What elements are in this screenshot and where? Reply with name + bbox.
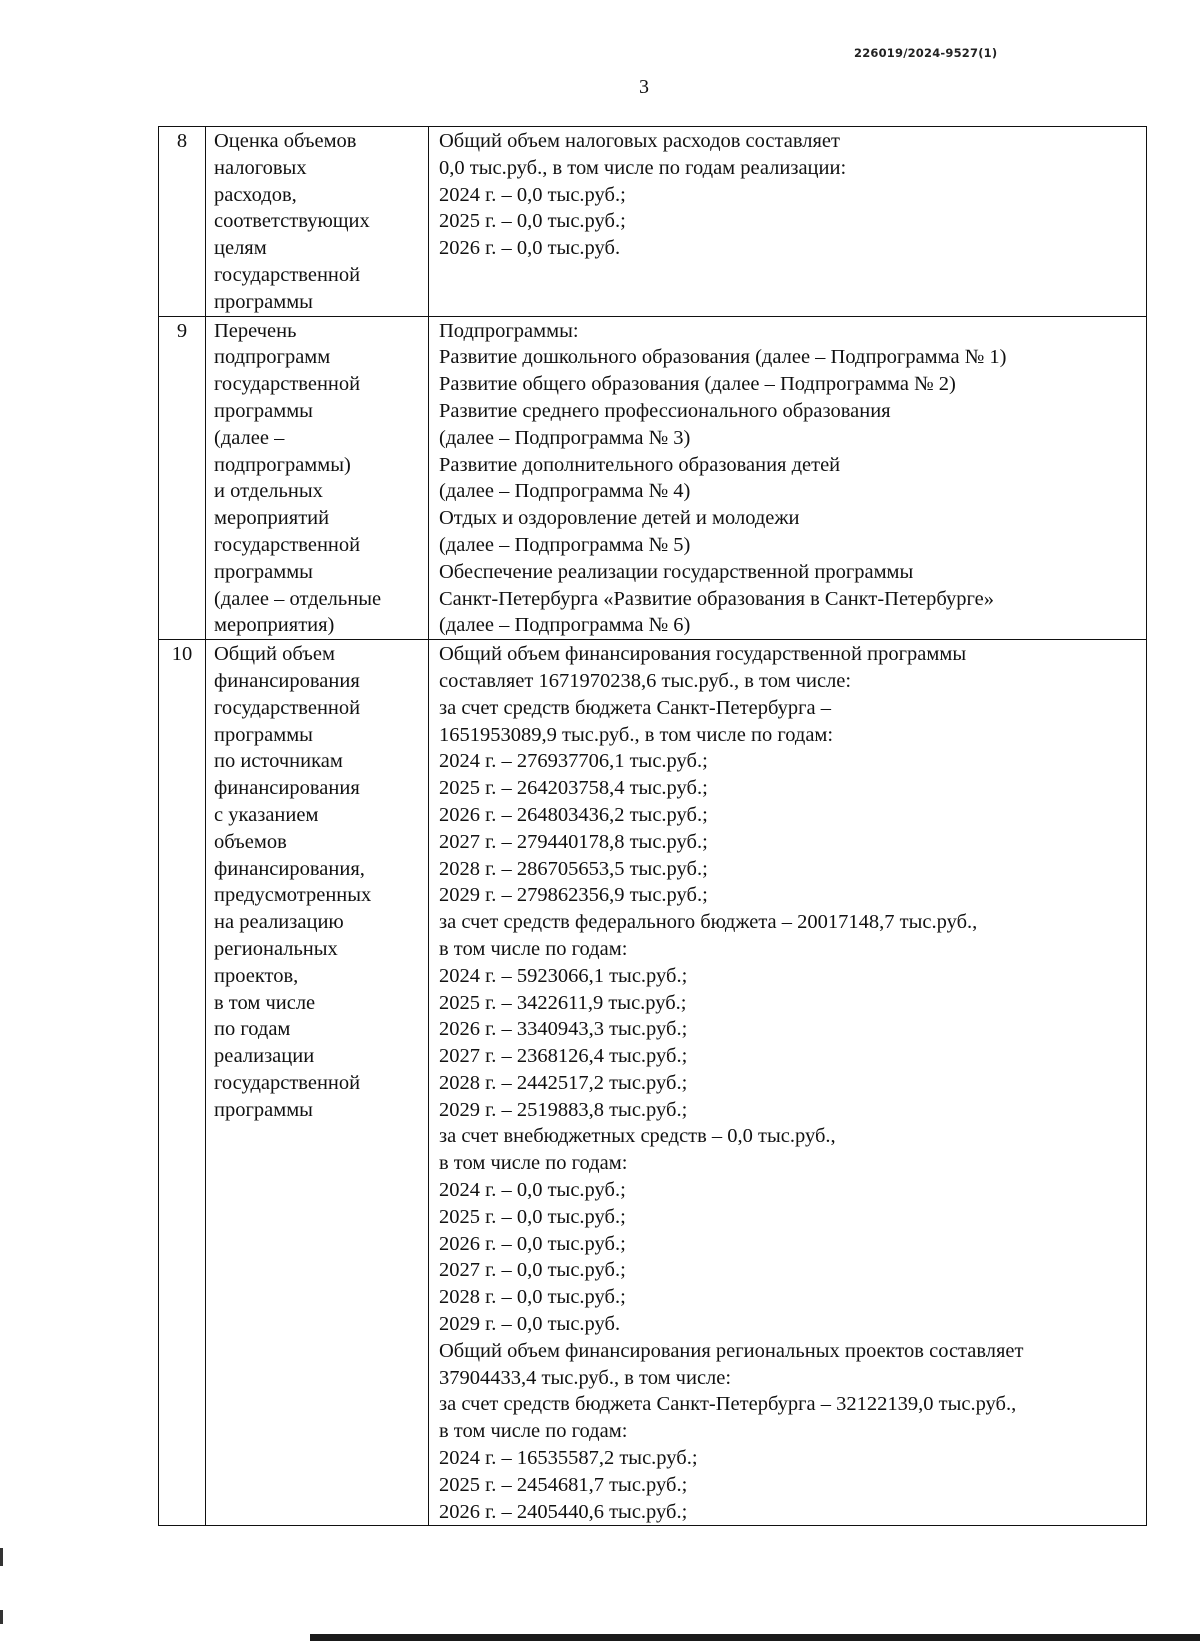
- row-title-line: расходов,: [214, 183, 297, 206]
- row-content-line: 2029 г. – 0,0 тыс.руб.: [439, 1313, 621, 1336]
- row-content-line: Развитие среднего профессионального образования: [439, 399, 891, 422]
- row-content-line: Отдых и оздоровление детей и молодежи: [439, 507, 800, 530]
- row-title-line: на реализацию: [214, 911, 344, 934]
- row-content-line: Развитие дополнительного образования детей: [439, 453, 841, 476]
- document-id: 226019/2024-9527(1): [854, 46, 998, 60]
- row-title-line: программы: [214, 290, 313, 313]
- row-content-line: за счет внебюджетных средств – 0,0 тыс.руб.,: [439, 1125, 836, 1148]
- row-content-line: в том числе по годам:: [439, 937, 628, 960]
- row-content-line: Развитие общего образования (далее – Подпрограмма № 2): [439, 373, 956, 396]
- row-title-line: Перечень: [214, 319, 297, 342]
- row-content-line: 2028 г. – 286705653,5 тыс.руб.;: [439, 857, 708, 880]
- row-content-line: 2024 г. – 276937706,1 тыс.руб.;: [439, 750, 708, 773]
- row-content-line: 2025 г. – 0,0 тыс.руб.;: [439, 210, 626, 233]
- row-content-line: за счет средств федерального бюджета – 20017148,7 тыс.руб.,: [439, 911, 978, 934]
- row-title-line: Общий объем: [214, 643, 335, 666]
- row-content-line: 2025 г. – 2454681,7 тыс.руб.;: [439, 1473, 688, 1496]
- row-content-line: Подпрограммы:: [439, 319, 579, 342]
- row-content-line: Общий объем налоговых расходов составляет: [439, 130, 840, 152]
- row-title-line: подпрограммы): [214, 453, 351, 476]
- row-content-line: 2029 г. – 279862356,9 тыс.руб.;: [439, 884, 708, 907]
- row-content-line: 2026 г. – 0,0 тыс.руб.: [439, 237, 621, 260]
- row-content-line: Санкт-Петербурга «Развитие образования в Санкт-Петербурге»: [439, 587, 994, 610]
- row-content-line: 0,0 тыс.руб., в том числе по годам реализации:: [439, 156, 847, 179]
- table-row: [159, 127, 1147, 317]
- row-title-line: предусмотренных: [214, 884, 372, 907]
- row-content-line: 2026 г. – 2405440,6 тыс.руб.;: [439, 1500, 688, 1523]
- row-content-line: 2027 г. – 0,0 тыс.руб.;: [439, 1259, 626, 1282]
- row-number: 8: [159, 127, 206, 317]
- row-title-line: финансирования: [214, 669, 360, 692]
- row-number: 10: [159, 640, 206, 1526]
- row-title-line: программы: [214, 560, 313, 583]
- row-content-line: составляет 1671970238,6 тыс.руб., в том числе:: [439, 669, 852, 692]
- row-title: [206, 316, 429, 640]
- row-title-line: подпрограмм: [214, 346, 331, 369]
- row-content-line: 2024 г. – 0,0 тыс.руб.;: [439, 183, 626, 206]
- row-content: [429, 640, 1147, 1526]
- row-content-line: 2025 г. – 0,0 тыс.руб.;: [439, 1205, 626, 1228]
- row-content-line: 37904433,4 тыс.руб., в том числе:: [439, 1366, 732, 1389]
- row-title-line: в том числе: [214, 991, 316, 1014]
- row-content: [429, 316, 1147, 640]
- row-title-line: и отдельных: [214, 480, 323, 503]
- row-title-line: финансирования: [214, 777, 360, 800]
- row-title-line: (далее – отдельные: [214, 587, 382, 610]
- row-content-line: 2024 г. – 16535587,2 тыс.руб.;: [439, 1447, 698, 1470]
- scan-bottom-border: [310, 1634, 1200, 1641]
- program-passport-table: [158, 126, 1147, 1526]
- row-title: [206, 127, 429, 317]
- row-title-line: государственной: [214, 1071, 361, 1094]
- row-title-line: Оценка объемов: [214, 130, 357, 152]
- row-title-line: мероприятий: [214, 507, 330, 530]
- row-content-line: Общий объем финансирования региональных проектов составляет: [439, 1339, 1024, 1362]
- row-content-line: 2026 г. – 264803436,2 тыс.руб.;: [439, 803, 708, 826]
- row-content-line: 2024 г. – 5923066,1 тыс.руб.;: [439, 964, 688, 987]
- row-title: [206, 640, 429, 1526]
- row-content-line: (далее – Подпрограмма № 6): [439, 614, 691, 637]
- row-content-line: 2025 г. – 264203758,4 тыс.руб.;: [439, 777, 708, 800]
- row-content-line: за счет средств бюджета Санкт-Петербурга – 32122139,0 тыс.руб.,: [439, 1393, 1017, 1416]
- row-title-line: (далее –: [214, 426, 285, 449]
- row-content-line: 2028 г. – 0,0 тыс.руб.;: [439, 1286, 626, 1309]
- row-content-line: в том числе по годам:: [439, 1420, 628, 1443]
- page-number: 3: [639, 76, 649, 98]
- row-title-line: целям: [214, 237, 267, 260]
- row-title-line: соответствующих: [214, 210, 370, 233]
- row-title-line: объемов: [214, 830, 287, 853]
- row-title-line: с указанием: [214, 803, 319, 826]
- row-content-line: 2027 г. – 279440178,8 тыс.руб.;: [439, 830, 708, 853]
- row-title-line: финансирования,: [214, 857, 365, 880]
- row-content-line: 2029 г. – 2519883,8 тыс.руб.;: [439, 1098, 688, 1121]
- table-row: [159, 640, 1147, 1526]
- row-content-line: 2027 г. – 2368126,4 тыс.руб.;: [439, 1045, 688, 1068]
- table-row: [159, 316, 1147, 640]
- row-title-line: государственной: [214, 373, 361, 396]
- row-title-line: проектов,: [214, 964, 299, 987]
- row-title-line: реализации: [214, 1045, 315, 1068]
- row-content-line: 2025 г. – 3422611,9 тыс.руб.;: [439, 991, 687, 1014]
- row-content-line: (далее – Подпрограмма № 3): [439, 426, 691, 449]
- row-content-line: 1651953089,9 тыс.руб., в том числе по годам:: [439, 723, 834, 746]
- row-content-line: в том числе по годам:: [439, 1152, 628, 1175]
- row-title-line: государственной: [214, 263, 361, 286]
- row-content: [429, 127, 1147, 317]
- row-title-line: налоговых: [214, 156, 307, 179]
- row-content-line: (далее – Подпрограмма № 4): [439, 480, 691, 503]
- row-title-line: государственной: [214, 533, 361, 556]
- row-content-line: (далее – Подпрограмма № 5): [439, 533, 691, 556]
- scan-edge-mark: [0, 1610, 3, 1624]
- row-title-line: мероприятия): [214, 614, 335, 637]
- row-content-line: 2024 г. – 0,0 тыс.руб.;: [439, 1179, 626, 1202]
- row-title-line: программы: [214, 723, 313, 746]
- row-title-line: региональных: [214, 937, 338, 960]
- row-content-line: 2028 г. – 2442517,2 тыс.руб.;: [439, 1071, 688, 1094]
- row-content-line: 2026 г. – 0,0 тыс.руб.;: [439, 1232, 626, 1255]
- row-content-line: Развитие дошкольного образования (далее – Подпрограмма № 1): [439, 346, 1007, 369]
- row-content-line: Общий объем финансирования государственной программы: [439, 643, 967, 666]
- row-title-line: государственной: [214, 696, 361, 719]
- row-content-line: 2026 г. – 3340943,3 тыс.руб.;: [439, 1018, 688, 1041]
- row-title-line: программы: [214, 399, 313, 422]
- row-content-line: за счет средств бюджета Санкт-Петербурга –: [439, 696, 831, 719]
- row-title-line: программы: [214, 1098, 313, 1121]
- scan-edge-mark: [0, 1548, 3, 1566]
- row-content-line: Обеспечение реализации государственной программы: [439, 560, 914, 583]
- row-title-line: по годам: [214, 1018, 291, 1041]
- row-title-line: по источникам: [214, 750, 343, 773]
- row-number: 9: [159, 316, 206, 640]
